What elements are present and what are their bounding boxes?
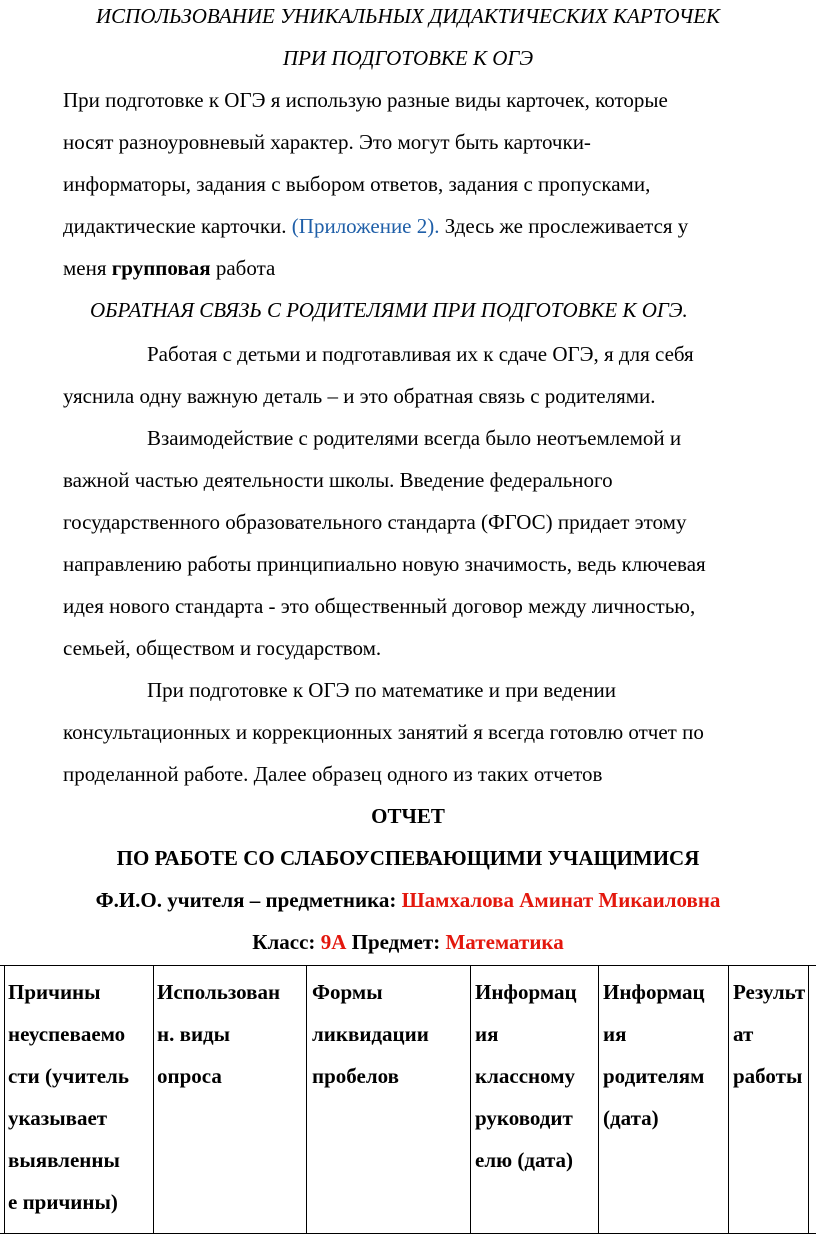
para3-line-1: Взаимодействие с родителями всегда было неотъемлемой и: [147, 426, 682, 450]
teacher-name: Шамхалова Аминат Микаиловна: [401, 888, 721, 912]
table-header-line: Причины: [8, 980, 101, 1004]
para3-line-6: семьей, обществом и государством.: [63, 636, 382, 660]
table-header-line: елю (дата): [475, 1148, 574, 1172]
table-top-border: [0, 965, 816, 966]
table-col-rule-1: [153, 965, 154, 1234]
para4-line-3: проделанной работе. Далее образец одного из таких отчетов: [63, 762, 603, 786]
teacher-line: [0, 890, 816, 911]
table-col-rule-4: [598, 965, 599, 1234]
table-header-line: руководит: [475, 1106, 573, 1130]
class-subject-line: [0, 932, 816, 953]
table-header-line: сти (учитель: [8, 1064, 129, 1088]
para1-line-5-text-b: работа: [215, 256, 276, 280]
table-header-line: выявленны: [8, 1148, 120, 1172]
para4-line-2: консультационных и коррекционных занятий я всегда готовлю отчет по: [63, 720, 704, 744]
heading-line-1: ИСПОЛЬЗОВАНИЕ УНИКАЛЬНЫХ ДИДАКТИЧЕСКИХ КАРТОЧЕК: [95, 4, 720, 28]
table-header-line: Результ: [733, 980, 806, 1004]
table-header-line: указывает: [8, 1106, 108, 1130]
table-header-line: е причины): [8, 1190, 118, 1214]
para1-line-2: носят разноуровневый характер. Это могут быть карточки-: [63, 130, 591, 154]
table-header-line: ия: [603, 1022, 627, 1046]
table-header-line: классному: [475, 1064, 576, 1088]
class-label: Класс:: [252, 930, 316, 954]
table-header-line: (дата): [603, 1106, 659, 1130]
para1-line-4-text-a: дидактические карточки.: [63, 214, 287, 238]
table-header-line: родителям: [603, 1064, 705, 1088]
heading-feedback: ОБРАТНАЯ СВЯЗЬ С РОДИТЕЛЯМИ ПРИ ПОДГОТОВКЕ К ОГЭ.: [90, 298, 688, 322]
para3-line-4: направлению работы принципиально новую значимость, ведь ключевая: [63, 552, 706, 576]
para3-line-2: важной частью деятельности школы. Введение федерального: [63, 468, 613, 492]
table-header-line: неуспеваемо: [8, 1022, 126, 1046]
table-header-line: Информац: [475, 980, 577, 1004]
table-bottom-border: [0, 1233, 816, 1234]
appendix-link[interactable]: (Приложение 2).: [291, 214, 440, 238]
table-header-line: ия: [475, 1022, 499, 1046]
para2-line-2: уяснила одну важную деталь – и это обратная связь с родителями.: [63, 384, 656, 408]
para1-line-4-text-b: Здесь же прослеживается у: [444, 214, 689, 238]
para3-line-3: государственного образовательного стандарта (ФГОС) придает этому: [63, 510, 687, 534]
report-title: ОТЧЕТ: [371, 804, 445, 828]
para1-line-5-text-a: меня: [63, 256, 107, 280]
table-header-line: н. виды: [157, 1022, 231, 1046]
para4-line-1: При подготовке к ОГЭ по математике и при ведении: [147, 678, 616, 702]
table-header-line: Использован: [157, 980, 281, 1004]
table-col-rule-2: [306, 965, 307, 1234]
subject-label: Предмет:: [351, 930, 441, 954]
para1-line-1: При подготовке к ОГЭ я использую разные виды карточек, которые: [63, 88, 668, 112]
heading-line-2: ПРИ ПОДГОТОВКЕ К ОГЭ: [282, 46, 534, 70]
table-col-rule-0: [4, 965, 5, 1234]
para1-line-4: [63, 216, 688, 237]
subject-value: Математика: [445, 930, 564, 954]
table-header-line: Формы: [312, 980, 383, 1004]
table-col-rule-6: [808, 965, 809, 1234]
table-col-rule-3: [470, 965, 471, 1234]
table-header-line: ат: [733, 1022, 754, 1046]
para1-line-5: [63, 258, 275, 279]
table-col-rule-5: [728, 965, 729, 1234]
table-header-line: пробелов: [312, 1064, 399, 1088]
para3-line-5: идея нового стандарта - это общественный договор между личностью,: [63, 594, 696, 618]
report-subtitle: ПО РАБОТЕ СО СЛАБОУСПЕВАЮЩИМИ УЧАЩИМИСЯ: [116, 846, 700, 870]
table-header-line: опроса: [157, 1064, 222, 1088]
para1-line-3: информаторы, задания с выбором ответов, задания с пропусками,: [63, 172, 651, 196]
para1-line-5-bold: групповая: [111, 256, 211, 280]
teacher-label: Ф.И.О. учителя – предметника:: [95, 888, 397, 912]
table-header-line: Информац: [603, 980, 705, 1004]
table-header-line: ликвидации: [312, 1022, 429, 1046]
para2-line-1: Работая с детьми и подготавливая их к сдаче ОГЭ, я для себя: [147, 342, 694, 366]
table-header-line: работы: [733, 1064, 803, 1088]
class-value: 9А: [320, 930, 347, 954]
